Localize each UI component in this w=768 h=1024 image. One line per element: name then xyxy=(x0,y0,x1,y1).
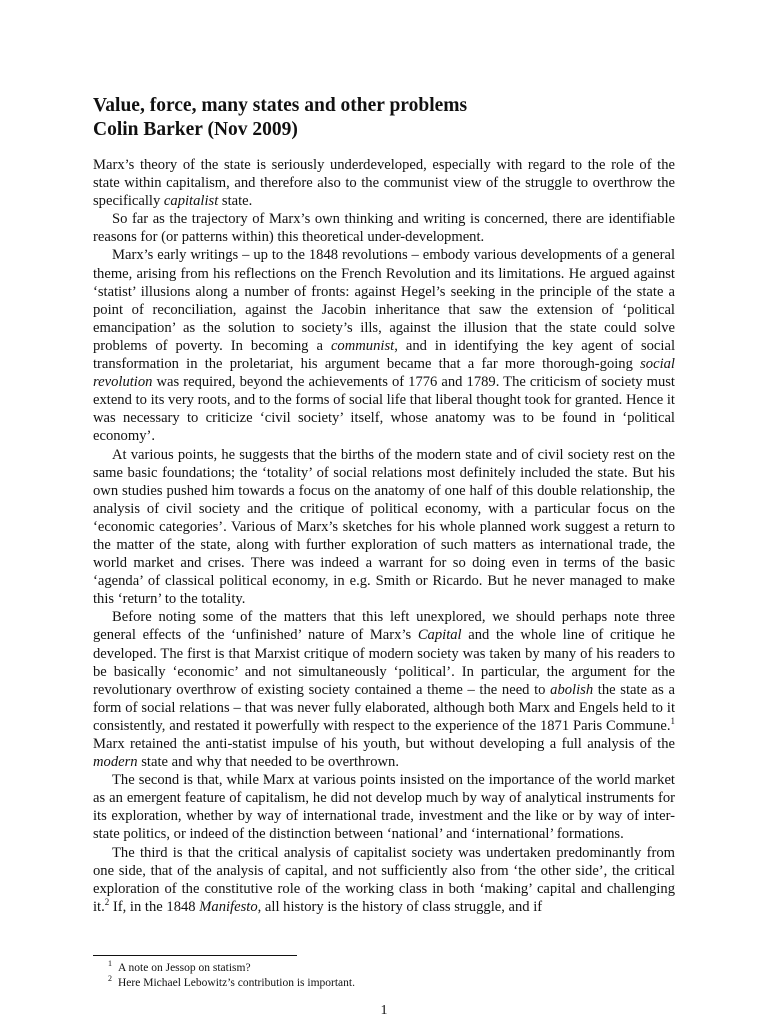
footnotes xyxy=(108,961,355,991)
footnote-marker: 1 xyxy=(108,959,112,969)
italic-text: capitalist xyxy=(163,193,219,210)
footnote xyxy=(108,976,355,991)
text-run: state and why that needed to be overthrown. xyxy=(137,754,399,771)
text-run: The third is that the critical analysis of capitalist society was undertaken predominantly from one side, that of the analysis of capital, and not sufficiently also from ‘the other side’, the critical exploration of the constitutive role of the working class in both ‘making’ capital and challenging it. xyxy=(93,844,675,915)
body-paragraph xyxy=(93,156,675,210)
italic-text: Capital xyxy=(417,627,462,644)
text-run: , all history is the history of class struggle, and if xyxy=(257,898,543,915)
text-run: The second is that, while Marx at various points insisted on the importance of the world market as an emergent feature of capitalism, he did not develop much by way of analytical instruments for its exploration, whether by way of international trade, investment and the like or by way of inter-state politics, or indeed of the distinction between ‘national’ and ‘international’ formations. xyxy=(93,772,675,843)
italic-text: modern xyxy=(93,754,138,771)
text-run: So far as the trajectory of Marx’s own thinking and writing is concerned, there are identifiable reasons for (or patterns within) this theoretical under-development. xyxy=(93,211,675,246)
author-line: Colin Barker (Nov 2009) xyxy=(93,119,298,140)
footnote-text: Here Michael Lebowitz’s contribution is important. xyxy=(118,977,355,989)
footnote xyxy=(108,961,355,976)
body-paragraph xyxy=(93,608,675,771)
title-block xyxy=(93,94,693,142)
text-run: and the whole line of critique he developed. The first is that Marxist critique of modern society was taken by many of his readers to be basically ‘economic’ and not simultaneously ‘political’. In particular, the argument for the revolutionary overthrow of existing society contained a theme – the need to xyxy=(93,627,675,698)
italic-text: social revolution xyxy=(93,356,675,391)
italic-text: Manifesto xyxy=(199,898,258,915)
text-run: was required, beyond the achievements of 1776 and 1789. The criticism of society must extend to its very roots, and to the forms of social life that liberal thought took for granted. Hence it was necessary to criticize ‘civil society’ itself, whose anatomy was to be found in ‘political economy’. xyxy=(93,374,675,445)
body-text xyxy=(93,156,675,916)
document-title: Value, force, many states and other problems xyxy=(93,95,468,116)
body-paragraph xyxy=(93,844,675,916)
text-run: If, in the 1848 xyxy=(109,898,200,915)
body-paragraph xyxy=(93,246,675,445)
footnote-marker: 2 xyxy=(108,974,112,984)
text-run: state. xyxy=(218,193,253,210)
text-run: Marx’s theory of the state is seriously underdeveloped, especially with regard to the role of the state within capitalism, and therefore also to the communist view of the struggle to overthrow the specifically xyxy=(93,157,675,210)
text-run: Marx’s early writings – up to the 1848 revolutions – embody various developments of a general theme, arising from his reflections on the French Revolution and its limitations. He argued against ‘statist’ illusions along a number of fronts: against Hegel’s seeking in the principle of the state a point of reconciliation, against the Jacobin inheritance that saw the extension of ‘political emancipation’ as the solution to society’s ills, against the illusion that the state could solve problems of poverty. In becoming a xyxy=(93,247,675,354)
text-run: At various points, he suggests that the births of the modern state and of civil society rest on the same basic foundations; the ‘totality’ of social relations most definitely included the state. But his own studies pushed him towards a focus on the anatomy of one half of this double relationship, the analysis of civil society and the critique of political economy, with a particular focus on the ‘economic categories’. Various of Marx’s sketches for his whole planned work suggest a return to the matter of the state, along with further exploration of such matters as international trade, the world market and crises. There was indeed a warrant for so doing even in terms of the basic ‘agenda’ of classical political economy, in e.g. Smith or Ricardo. But he never managed to make this ‘return’ to the totality. xyxy=(93,446,675,608)
footnote-text: A note on Jessop on statism? xyxy=(118,962,251,974)
footnote-separator xyxy=(93,955,297,956)
text-run: , and in identifying the key agent of social transformation in the proletariat, his argument became that a far more thorough-going xyxy=(93,337,675,373)
text-run: the state as a form of social relations – that was never fully elaborated, although both Marx and Engels held to it consistently, and restated it powerfully with respect to the experience of the 1871 Paris Commune. xyxy=(93,681,675,734)
page-number: 1 xyxy=(380,1003,388,1018)
italic-text: communist xyxy=(330,337,395,354)
text-run: Marx retained the anti-statist impulse of his youth, but without developing a full analysis of the xyxy=(93,736,675,752)
footnote-reference: 1 xyxy=(670,716,675,727)
body-paragraph xyxy=(93,771,675,843)
body-paragraph xyxy=(93,210,675,246)
italic-text: abolish xyxy=(550,681,594,698)
text-run: Before noting some of the matters that this left unexplored, we should perhaps note three general effects of the ‘unfinished’ nature of Marx’s xyxy=(93,609,675,644)
footnote-reference: 2 xyxy=(104,896,110,907)
body-paragraph xyxy=(93,446,675,609)
